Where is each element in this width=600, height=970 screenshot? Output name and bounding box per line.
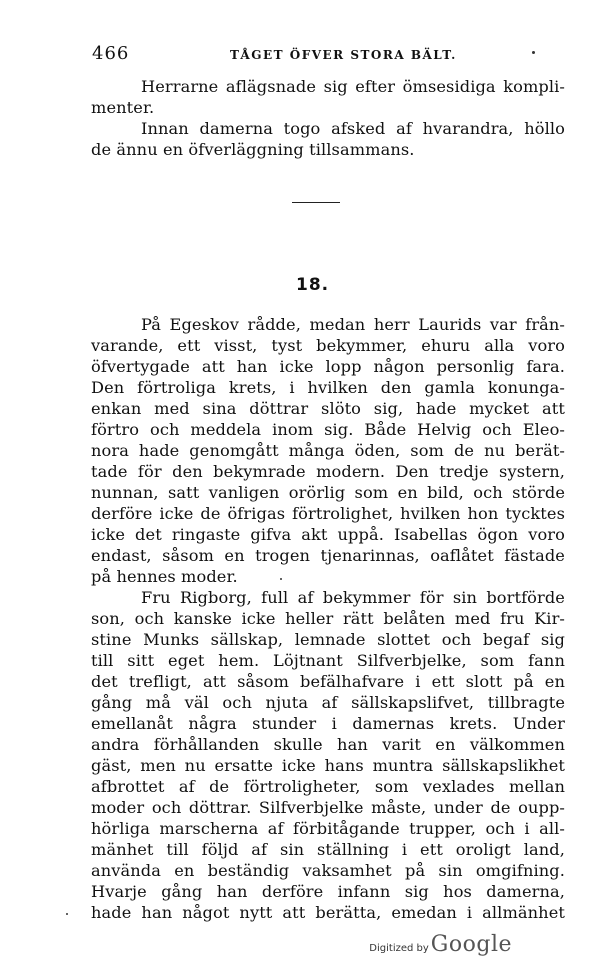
text-line: förtro och meddela inom sig. Både Helvig och Eleo-: [91, 420, 565, 439]
google-logo: Google: [430, 932, 512, 957]
text-line: derföre icke de öfrigas förtrolighet, hvilken hon tycktes: [91, 504, 565, 523]
page-number: 466: [92, 43, 130, 64]
text-line: Fru Rigborg, full af bekymmer för sin bortförde: [141, 588, 565, 607]
text-line: på hennes moder.: [91, 567, 238, 586]
text-line: Hvarje gång han derföre infann sig hos damerna,: [91, 882, 565, 901]
text-line: nunnan, satt vanligen orörlig som en bild, och störde: [91, 483, 565, 502]
running-header: [92, 43, 562, 65]
text-line: hörliga marscherna af förbitågande trupper, och i all-: [91, 819, 565, 838]
text-line: moder och döttrar. Silfverbjelke måste, under de oupp-: [91, 798, 565, 817]
text-line: På Egeskov rådde, medan herr Laurids var från-: [141, 315, 565, 334]
text-line: endast, såsom en trogen tjenarinnas, oaflåtet fästade: [91, 546, 565, 565]
text-line: gång må väl och njuta af sällskapslifvet, tillbragte: [91, 693, 565, 712]
section-divider: [292, 202, 340, 203]
text-line: emellanåt några stunder i damernas krets. Under: [91, 714, 565, 733]
text-line: gäst, men nu ersatte icke hans muntra sällskapslikhet: [91, 756, 565, 775]
text-line: Herrarne aflägsnade sig efter ömsesidiga kompli-: [141, 77, 565, 96]
text-line: son, och kanske icke heller rätt belåten med fru Kir-: [91, 609, 565, 628]
text-line: det trefligt, att såsom befälhafvare i ett slott på en: [91, 672, 565, 691]
paragraph-1: [91, 314, 565, 587]
text-line: andra förhållanden skulle han varit en välkommen: [91, 735, 565, 754]
text-line: icke det ringaste gifva akt uppå. Isabellas ögon voro: [91, 525, 565, 544]
print-speck: [66, 913, 68, 915]
text-line: Innan damerna togo afsked af hvarandra, höllo: [141, 119, 565, 138]
text-line: mänhet till följd af sin ställning i ett oroligt land,: [91, 840, 565, 859]
digitized-label: Digitized by: [369, 943, 429, 954]
text-line: Den förtroliga krets, i hvilken den gamla konunga-: [91, 378, 565, 397]
text-line: de ännu en öfverläggning tillsammans.: [91, 140, 415, 159]
text-line: tade för den bekymrade modern. Den tredje systern,: [91, 462, 565, 481]
text-line: nora hade genomgått många öden, som de nu berät-: [91, 441, 565, 460]
text-line: afbrottet af de förtroligheter, som vexlades mellan: [91, 777, 565, 796]
paragraph-2: [91, 587, 565, 923]
text-line: menter.: [91, 98, 155, 117]
continuation-text: [91, 76, 565, 160]
digitized-by-footer: [369, 932, 512, 962]
text-line: hade han något nytt att berätta, emedan i allmänhet: [91, 903, 565, 922]
print-speck: [532, 51, 535, 54]
text-line: varande, ett visst, tyst bekymmer, ehuru alla voro: [91, 336, 565, 355]
text-line: använda en beständig vaksamhet på sin omgifning.: [91, 861, 565, 880]
text-line: stine Munks sällskap, lemnade slottet och begaf sig: [91, 630, 565, 649]
running-title: TÅGET ÖFVER STORA BÄLT.: [230, 48, 457, 62]
chapter-number: 18.: [296, 275, 330, 295]
text-line: enkan med sina döttrar slöto sig, hade mycket att: [91, 399, 565, 418]
text-line: öfvertygade att han icke lopp någon personlig fara.: [91, 357, 565, 376]
text-line: till sitt eget hem. Löjtnant Silfverbjelke, som fann: [91, 651, 565, 670]
